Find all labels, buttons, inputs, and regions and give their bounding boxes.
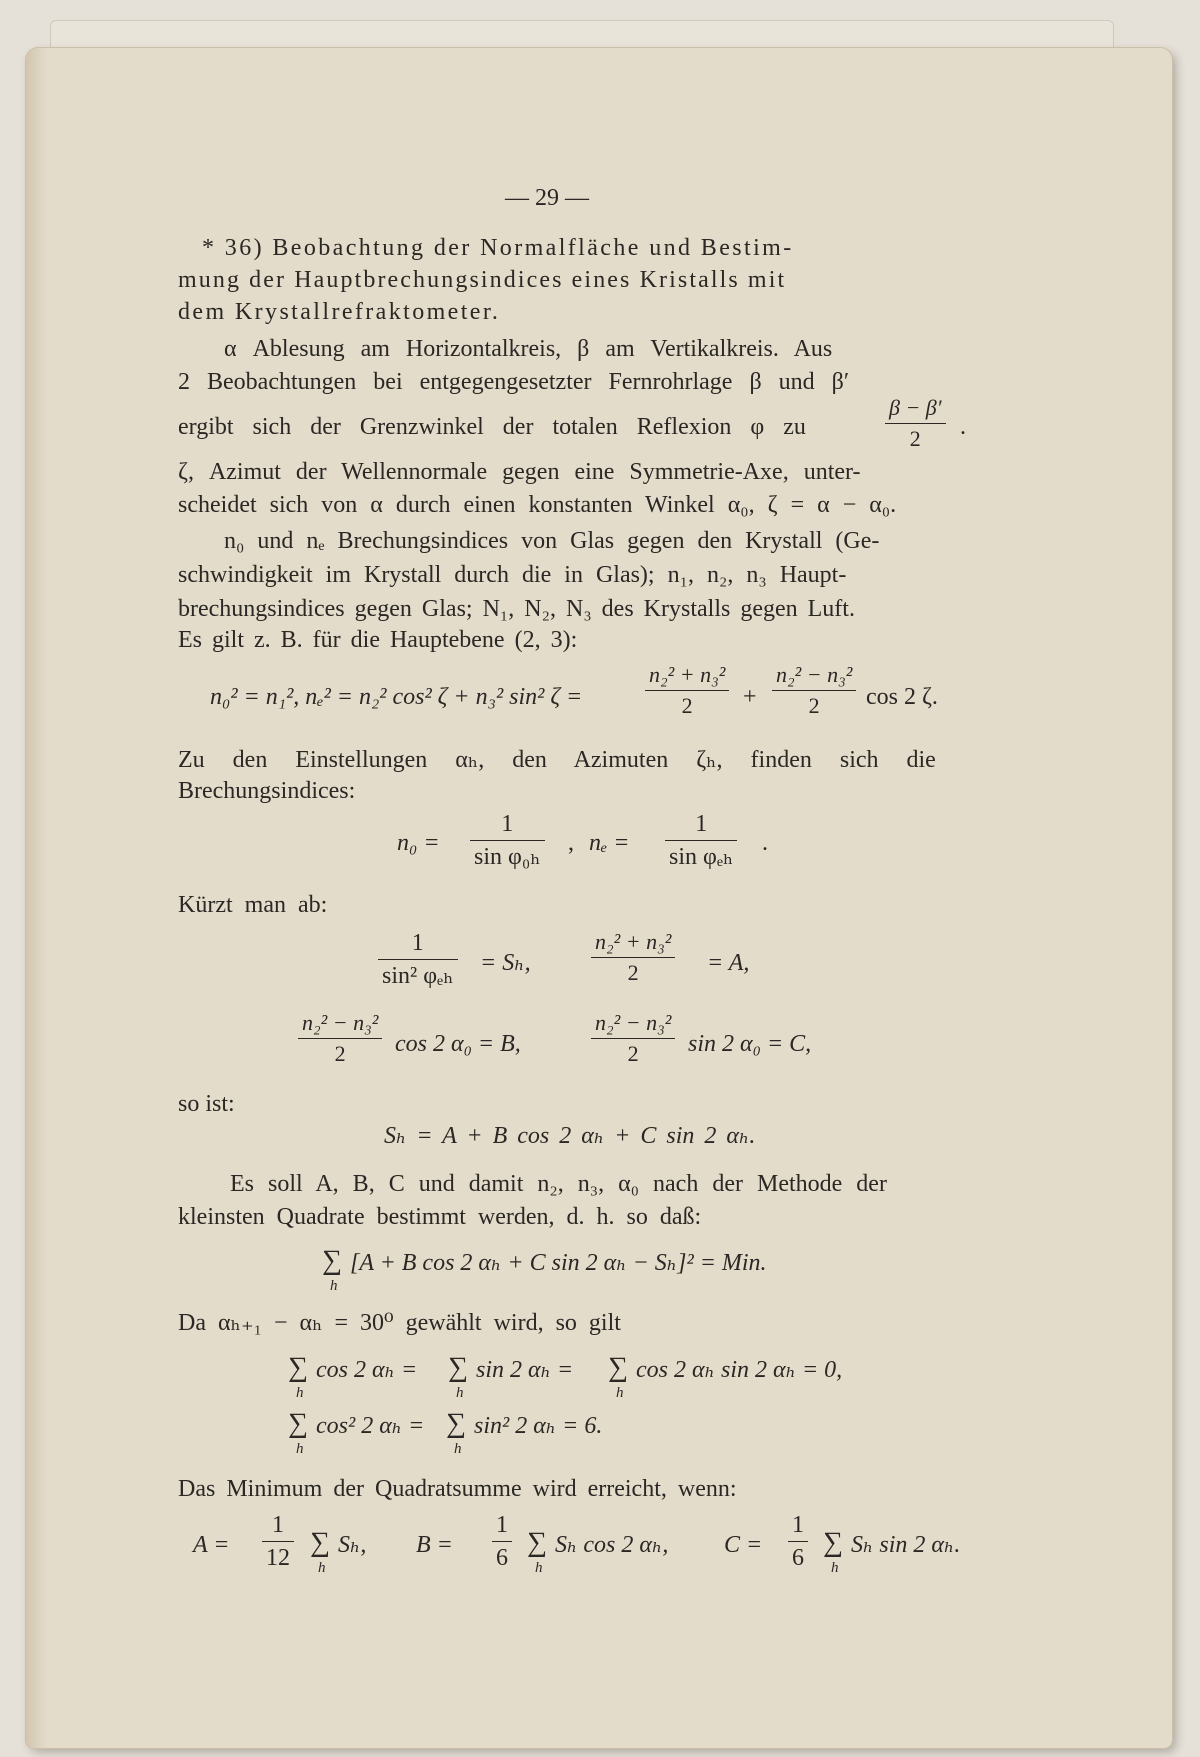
eq2-fraction-1-denominator: sin φ₀ₕ <box>470 840 545 869</box>
p2-line-1: ζ, Azimut der Wellennormale gegen eine Symmetrie-Axe, unter- <box>178 459 861 485</box>
eq1-fraction-1 <box>645 664 729 717</box>
eq2-fraction-1 <box>470 812 545 869</box>
eq8-c-sum-sign: ∑ <box>823 1527 843 1558</box>
eq1-left: n₀² = n₁², nₑ² = n₂² cos² ζ + n₃² sin² ζ = <box>210 684 583 710</box>
eq7-sum-index-1: h <box>296 1441 304 1457</box>
p2-line-2: scheidet sich von α durch einen konstanten Winkel α₀, ζ = α − α₀. <box>178 492 897 518</box>
eq3-fraction-2 <box>591 931 675 984</box>
eq8-a-numerator: 1 <box>272 1512 284 1538</box>
eq3-fraction-1-denominator: sin² φₑₕ <box>378 959 458 988</box>
eq5-sum-index: h <box>330 1278 338 1294</box>
eq7-term-1: cos² 2 αₕ = <box>316 1413 425 1439</box>
p7-line-1: Es soll A, B, C und damit n₂, n₃, α₀ nach der Methode der <box>230 1171 887 1197</box>
eq8-b-sum-index: h <box>535 1560 543 1576</box>
eq8-c-numerator: 1 <box>792 1512 804 1538</box>
eq3-fraction-3 <box>298 1012 382 1065</box>
eq6-sum-index-3: h <box>616 1385 624 1401</box>
eq2-fraction-2 <box>665 812 737 869</box>
eq8-b-denominator: 6 <box>492 1541 512 1570</box>
fraction-beta-denominator: 2 <box>885 423 946 450</box>
eq5-body: [A + B cos 2 αₕ + C sin 2 αₕ − Sₕ]² = Min. <box>350 1250 767 1276</box>
eq2-fraction-2-denominator: sin φₑₕ <box>665 840 737 869</box>
eq6-sum-sign-2: ∑ <box>448 1352 468 1383</box>
p3-line-2: schwindigkeit im Krystall durch die in Glas); n₁, n₂, n₃ Haupt- <box>178 562 847 588</box>
p6-text: so ist: <box>178 1091 235 1117</box>
p3-line-1: n₀ und nₑ Brechungsindices von Glas gegen den Krystall (Ge- <box>224 528 880 554</box>
p1-line-2: 2 Beobachtungen bei entgegengesetzter Fernrohrlage β und β′ <box>178 369 850 395</box>
eq3-fraction-2-denominator: 2 <box>591 957 675 984</box>
eq8-b-fraction <box>492 1513 512 1570</box>
p1-line-3: ergibt sich der Grenzwinkel der totalen Reflexion φ zu <box>178 414 806 440</box>
eq8-a-sum-sign: ∑ <box>310 1527 330 1558</box>
eq3-rhs-4: sin 2 α₀ = C, <box>688 1031 812 1057</box>
eq7-term-2: sin² 2 αₕ = 6. <box>474 1413 603 1439</box>
eq8-b-rhs: Sₕ cos 2 αₕ, <box>555 1532 669 1558</box>
eq3-fraction-4-denominator: 2 <box>591 1038 675 1065</box>
p8-text: Da αₕ₊₁ − αₕ = 30⁰ gewählt wird, so gilt <box>178 1310 621 1336</box>
eq6-sum-sign-1: ∑ <box>288 1352 308 1383</box>
p1-line-1: α Ablesung am Horizontalkreis, β am Vertikalkreis. Aus <box>224 336 833 362</box>
eq8-a-denominator: 12 <box>262 1541 294 1570</box>
p9-text: Das Minimum der Quadratsumme wird erreicht, wenn: <box>178 1476 737 1502</box>
p3-line-3: brechungsindices gegen Glas; N₁, N₂, N₃ des Krystalls gegen Luft. <box>178 596 855 622</box>
eq8-c-sum-index: h <box>831 1560 839 1576</box>
eq5-sum-sign: ∑ <box>322 1245 342 1276</box>
eq7-sum-index-2: h <box>454 1441 462 1457</box>
eq3-rhs-3: cos 2 α₀ = B, <box>395 1031 521 1057</box>
fraction-beta-period: . <box>960 414 966 440</box>
eq8-b-sum-sign: ∑ <box>527 1527 547 1558</box>
eq1-plus: + <box>743 684 757 710</box>
eq6-term-1: cos 2 αₕ = <box>316 1357 418 1383</box>
eq1-fraction-1-denominator: 2 <box>645 690 729 717</box>
eq8-c-denominator: 6 <box>788 1541 808 1570</box>
eq1-fraction-2-numerator: n₂² − n₃² <box>776 662 853 687</box>
eq3-fraction-3-numerator: n₂² − n₃² <box>302 1010 379 1035</box>
eq3-fraction-1 <box>378 931 458 988</box>
eq7-sum-sign-1: ∑ <box>288 1408 308 1439</box>
eq4: Sₕ = A + B cos 2 αₕ + C sin 2 αₕ. <box>384 1123 756 1149</box>
eq2-comma: , <box>568 830 574 856</box>
eq2-fraction-2-numerator: 1 <box>695 811 708 837</box>
eq8-b-numerator: 1 <box>496 1512 508 1538</box>
eq3-fraction-4-numerator: n₂² − n₃² <box>595 1010 672 1035</box>
eq8-a-lhs: A = <box>193 1532 230 1558</box>
eq1-fraction-2 <box>772 664 856 717</box>
eq8-b-lhs: B = <box>416 1532 453 1558</box>
eq6-sum-index-2: h <box>456 1385 464 1401</box>
eq3-fraction-3-denominator: 2 <box>298 1038 382 1065</box>
page-number: — 29 — <box>505 185 589 211</box>
eq6-term-2: sin 2 αₕ = <box>476 1357 574 1383</box>
eq8-c-rhs: Sₕ sin 2 αₕ. <box>851 1532 961 1558</box>
p4-line-2: Brechungsindices: <box>178 778 356 804</box>
p3-line-4: Es gilt z. B. für die Hauptebene (2, 3): <box>178 627 578 653</box>
p4-line-1: Zu den Einstellungen αₕ, den Azimuten ζₕ, finden sich die <box>178 747 936 773</box>
eq8-a-sum-index: h <box>318 1560 326 1576</box>
eq3-fraction-2-numerator: n₂² + n₃² <box>595 929 672 954</box>
fraction-beta-numerator: β − β′ <box>889 395 942 420</box>
eq6-sum-index-1: h <box>296 1385 304 1401</box>
eq8-a-rhs: Sₕ, <box>338 1532 367 1558</box>
eq8-a-fraction <box>262 1513 294 1570</box>
eq1-fraction-2-denominator: 2 <box>772 690 856 717</box>
eq3-fraction-4 <box>591 1012 675 1065</box>
eq2-lhs-2: nₑ = <box>589 830 630 856</box>
p7-line-2: kleinsten Quadrate bestimmt werden, d. h. so daß: <box>178 1204 702 1230</box>
eq8-c-lhs: C = <box>724 1532 763 1558</box>
eq2-lhs-1: n₀ = <box>397 830 440 856</box>
section-heading-line-2: mung der Hauptbrechungsindices eines Kristalls mit <box>178 267 787 293</box>
p5-text: Kürzt man ab: <box>178 892 328 918</box>
section-heading-line-1: * 36) Beobachtung der Normalfläche und Bestim- <box>202 235 794 261</box>
fraction-beta <box>885 397 946 450</box>
eq1-tail: cos 2 ζ. <box>866 684 938 710</box>
eq7-sum-sign-2: ∑ <box>446 1408 466 1439</box>
eq8-c-fraction <box>788 1513 808 1570</box>
eq3-fraction-1-numerator: 1 <box>411 930 424 956</box>
eq2-fraction-1-numerator: 1 <box>501 811 514 837</box>
eq3-rhs-1: = Sₕ, <box>480 950 531 976</box>
eq6-term-3: cos 2 αₕ sin 2 αₕ = 0, <box>636 1357 843 1383</box>
eq6-sum-sign-3: ∑ <box>608 1352 628 1383</box>
section-heading-line-3: dem Krystallrefraktometer. <box>178 299 501 325</box>
eq2-period: . <box>762 830 768 856</box>
eq1-fraction-1-numerator: n₂² + n₃² <box>649 662 726 687</box>
eq3-rhs-2: = A, <box>707 950 750 976</box>
